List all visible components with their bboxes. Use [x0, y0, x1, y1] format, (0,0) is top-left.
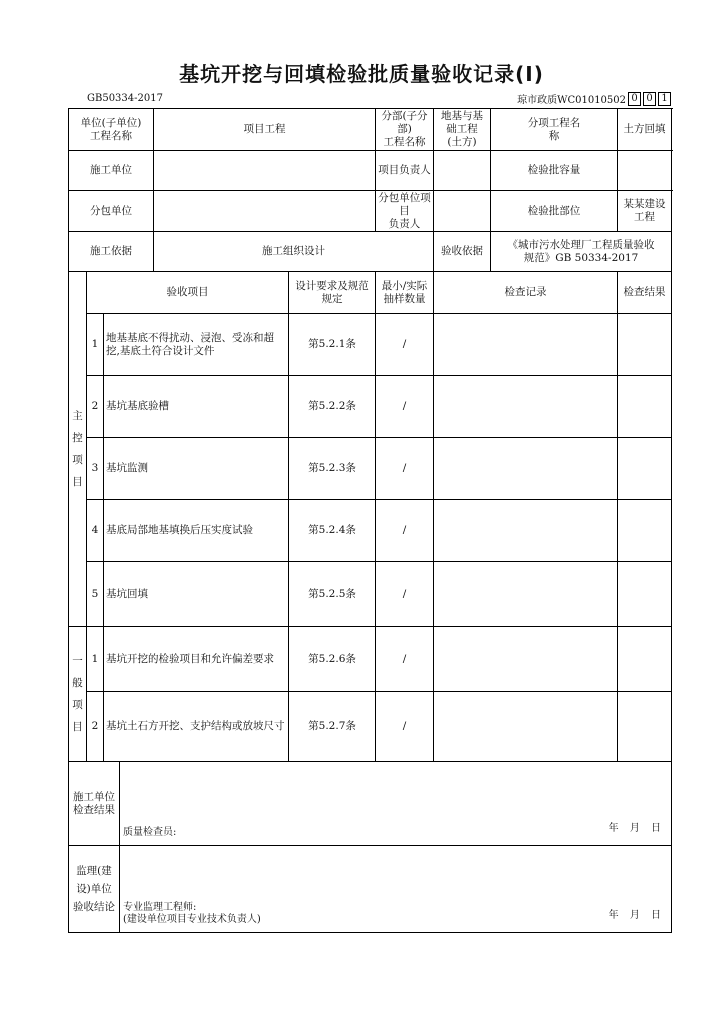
project-manager-value[interactable]: [434, 151, 491, 191]
column-header-result: 检查结果: [618, 272, 672, 314]
construction-date: 年 月 日: [608, 823, 662, 834]
supervisor-label: 专业监理工程师: (建设单位项目专业技术负责人): [123, 902, 261, 925]
construction-check-area[interactable]: [120, 762, 672, 846]
item-name: 基坑基底验槽: [104, 376, 289, 438]
item-record[interactable]: [434, 627, 618, 692]
item-number: 1: [87, 627, 104, 692]
subitem-value[interactable]: 土方回填: [618, 109, 672, 151]
item-result[interactable]: [618, 376, 672, 438]
unit-label: 单位(子单位) 工程名称: [69, 109, 154, 151]
unit-value[interactable]: 项目工程: [154, 109, 376, 151]
table-row: [69, 438, 672, 500]
page-title: 基坑开挖与回填检验批质量验收记录(Ⅰ): [179, 62, 544, 86]
item-name: 基坑土石方开挖、支护结构或放坡尺寸: [104, 692, 289, 762]
batch-capacity-label: 检验批容量: [491, 151, 618, 191]
quality-inspector-label: 质量检查员:: [123, 827, 177, 838]
item-record[interactable]: [434, 692, 618, 762]
item-name: 基坑回填: [104, 562, 289, 627]
subcontract-unit-label: 分包单位: [69, 191, 154, 232]
main-control-group-label: 主 控 项 目: [69, 272, 87, 627]
item-record[interactable]: [434, 438, 618, 500]
item-result[interactable]: [618, 692, 672, 762]
item-number: 1: [87, 314, 104, 376]
item-sample[interactable]: /: [376, 314, 434, 376]
acceptance-basis-label: 验收依据: [434, 232, 491, 272]
item-clause: 第5.2.6条: [289, 627, 376, 692]
item-clause: 第5.2.7条: [289, 692, 376, 762]
general-group-label: 一 般 项 目: [69, 627, 87, 762]
inspection-table: [68, 108, 672, 933]
column-header-sample: 最小/实际 抽样数量: [376, 272, 434, 314]
item-record[interactable]: [434, 500, 618, 562]
construction-basis-value[interactable]: 施工组织设计: [154, 232, 434, 272]
item-clause: 第5.2.4条: [289, 500, 376, 562]
table-row: [69, 627, 672, 692]
table-row: [69, 314, 672, 376]
item-sample[interactable]: /: [376, 692, 434, 762]
supervision-date: 年 月 日: [608, 910, 662, 921]
item-sample[interactable]: /: [376, 376, 434, 438]
table-row: [69, 692, 672, 762]
form-code-box: 0: [628, 92, 641, 106]
item-result[interactable]: [618, 314, 672, 376]
subitem-label: 分项工程名 称: [491, 109, 618, 151]
item-clause: 第5.2.5条: [289, 562, 376, 627]
item-sample[interactable]: /: [376, 562, 434, 627]
division-label: 分部(子分部) 工程名称: [376, 109, 434, 151]
table-row: [69, 562, 672, 627]
item-record[interactable]: [434, 314, 618, 376]
item-result[interactable]: [618, 438, 672, 500]
item-number: 3: [87, 438, 104, 500]
batch-capacity-value[interactable]: [618, 151, 672, 191]
item-number: 4: [87, 500, 104, 562]
column-header-item: 验收项目: [87, 272, 289, 314]
item-result[interactable]: [618, 562, 672, 627]
batch-location-label: 检验批部位: [491, 191, 618, 232]
subcontract-manager-value[interactable]: [434, 191, 491, 232]
item-name: 地基基底不得扰动、浸泡、受冻和超挖,基底土符合设计文件: [104, 314, 289, 376]
column-header-requirement: 设计要求及规范规定: [289, 272, 376, 314]
column-header-record: 检查记录: [434, 272, 618, 314]
item-result[interactable]: [618, 627, 672, 692]
form-code-box: 1: [658, 92, 671, 106]
item-name: 基坑监测: [104, 438, 289, 500]
item-record[interactable]: [434, 376, 618, 438]
item-number: 2: [87, 692, 104, 762]
item-name: 基底局部地基填换后压实度试验: [104, 500, 289, 562]
division-value[interactable]: 地基与基础工程 (土方): [434, 109, 491, 151]
construction-basis-label: 施工依据: [69, 232, 154, 272]
item-name: 基坑开挖的检验项目和允许偏差要求: [104, 627, 289, 692]
batch-location-value[interactable]: 某某建设工程: [618, 191, 672, 232]
item-clause: 第5.2.3条: [289, 438, 376, 500]
supervision-conclusion-area[interactable]: [120, 846, 672, 933]
subcontract-unit-value[interactable]: [154, 191, 376, 232]
item-number: 5: [87, 562, 104, 627]
table-row: [69, 500, 672, 562]
standard-code: GB50334-2017: [87, 93, 163, 104]
construction-unit-label: 施工单位: [69, 151, 154, 191]
table-row: [69, 376, 672, 438]
item-record[interactable]: [434, 562, 618, 627]
acceptance-basis-value[interactable]: 《城市污水处理厂工程质量验收 规范》GB 50334-2017: [491, 232, 672, 272]
item-result[interactable]: [618, 500, 672, 562]
form-code-prefix: 琼市政质WC01010502: [517, 95, 626, 106]
supervision-label: 监理(建设)单位 验收结论: [69, 846, 120, 933]
item-number: 2: [87, 376, 104, 438]
item-sample[interactable]: /: [376, 438, 434, 500]
item-clause: 第5.2.1条: [289, 314, 376, 376]
form-code: [517, 91, 671, 106]
item-clause: 第5.2.2条: [289, 376, 376, 438]
subcontract-manager-label: 分包单位项目 负责人: [376, 191, 434, 232]
construction-check-label: 施工单位 检查结果: [69, 762, 120, 846]
project-manager-label: 项目负责人: [376, 151, 434, 191]
form-code-box: 0: [643, 92, 656, 106]
item-sample[interactable]: /: [376, 627, 434, 692]
construction-unit-value[interactable]: [154, 151, 376, 191]
item-sample[interactable]: /: [376, 500, 434, 562]
